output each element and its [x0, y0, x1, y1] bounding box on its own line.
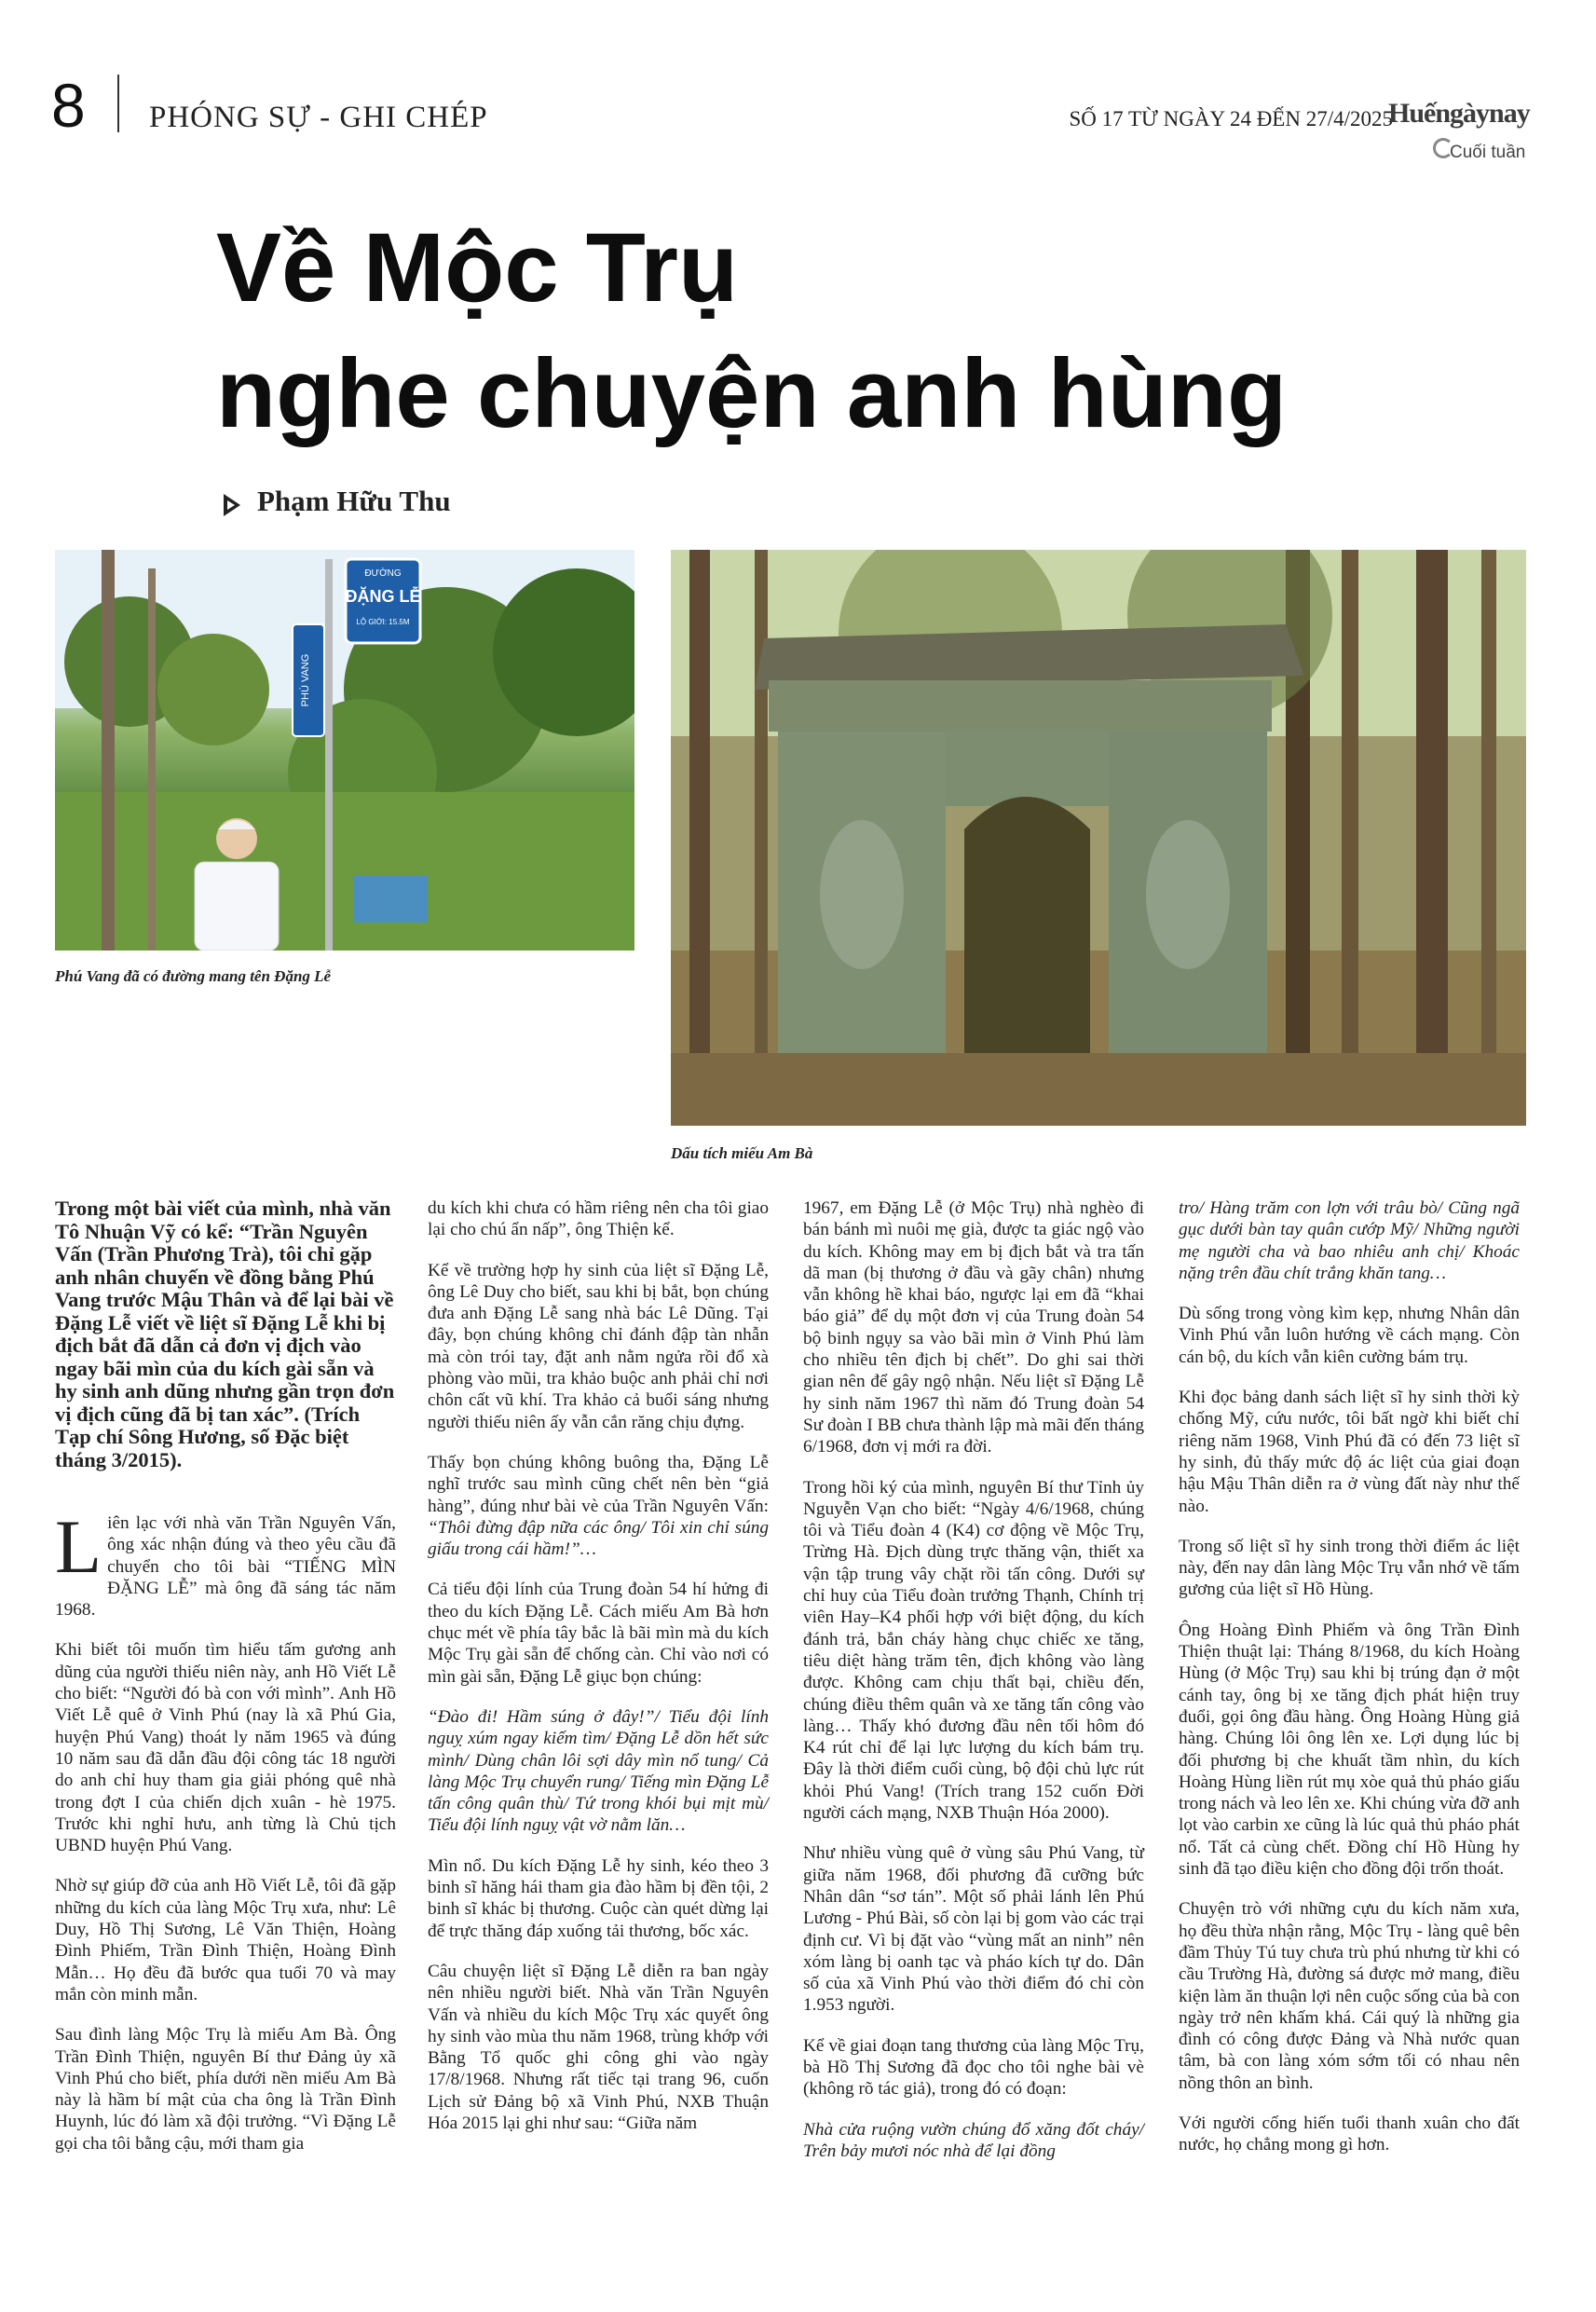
header-divider: [117, 75, 119, 132]
page-number: 8: [51, 71, 86, 140]
article-column-4: [1179, 1197, 1520, 2175]
publication-logo-sub: Cuối tuần: [1450, 143, 1526, 162]
paragraph: Dù sống trong vòng kìm kẹp, nhưng Nhân dân Vinh Phú vẫn luôn hướng về cách mạng. Còn cán bộ, du kích vẫn kiên cường bám trụ.: [1179, 1304, 1520, 1367]
paragraph: 1967, em Đặng Lễ (ở Mộc Trụ) nhà nghèo đi bán bánh mì nuôi mẹ già, được ta giác ngộ vào du kích. Không may em bị địch bắt và tra tấn dã man (bị thương ở đầu và gãy chân) nhưng vẫn không hề khai báo, ngược lại em đã “khai báo giả” để dụ một đơn vị của Trung đoàn 54 bộ binh ngụy sa vào bãi mìn ở Vinh Phú làm cho nhiều tên địch bị chết”. Do ghi sai thời gian nên để gây ngộ nhận. Nếu liệt sĩ Đặng Lễ hy sinh năm 1967 thì năm đó Trung đoàn 54 Sư đoàn I BB chưa thành lập mà mãi đến tháng 6/1968, đơn vị mới ra đời.: [803, 1198, 1144, 1457]
quote-italic: “Thôi đừng đập nữa các ông/ Tôi xin chỉ súng giấu trong cái hầm!”…: [428, 1517, 769, 1560]
verse-quote: Nhà cửa ruộng vườn chúng đổ xăng đốt cháy/ Trên bảy mươi nóc nhà để lại đồng: [803, 2119, 1144, 2161]
caption-right-photo: Dấu tích miếu Am Bà: [671, 1144, 813, 1162]
paragraph: du kích khi chưa có hầm riêng nên cha tôi giao lại cho chú ẩn nấp”, ông Thiện kể.: [428, 1198, 769, 1240]
paragraph: Chuyện trò với những cựu du kích năm xưa, họ đều thừa nhận rằng, Mộc Trụ - làng quê bên đầm Thủy Tú tuy chưa trù phú nhưng từ khi có cầu Trường Hà, đường sá được mở mang, điều kiện làm ăn thuận lợi nên cuộc sống của bà con ngày trở nên khấm khá. Cái quý là những gia đình có công được Đảng và Nhà nước quan tâm, bà con làng xóm sớm tối có nhau nên nồng thôn an bình.: [1179, 1899, 1520, 2093]
article-title-line-1: Về Mộc Trụ: [216, 213, 739, 322]
paragraph: [55, 1504, 396, 1621]
street-sign-sub: LỘ GIỚI: 15.5M: [356, 618, 410, 626]
article-title-line-2: nghe chuyện anh hùng: [216, 339, 1288, 448]
paragraph: Trong số liệt sĩ hy sinh trong thời điểm ác liệt này, đến nay dân làng Mộc Trụ vẫn nhớ về tấm gương của liệt sĩ Hồ Hùng.: [1179, 1536, 1520, 1600]
paragraph: [428, 1452, 769, 1560]
paragraph: Sau đình làng Mộc Trụ là miếu Am Bà. Ông Trần Đình Thiện, nguyên Bí thư Đảng ủy xã Vinh Phú cho biết, phía dưới nền miếu Am Bà này là hầm bí mật của cha ông là Trần Đình Huynh, lúc đó làm xã đội trưởng. “Vì Đặng Lễ gọi cha tôi bằng cậu, mới tham gia: [55, 2025, 396, 2154]
article-column-2: [428, 1197, 769, 2153]
paragraph: Khi biết tôi muốn tìm hiểu tấm gương anh dũng của người thiếu niên này, anh Hồ Viết Lễ cho biết: “Người đó bà con với mình”. Anh Hồ Viết Lễ quê ở Vinh Phú (nay là xã Phú Gia, huyện Phú Vang) thoát ly năm 1965 và đúng 10 năm sau đã dẫn đầu đội công tác 18 người do anh chỉ huy tham gia giải phóng quê nhà trong đợt I của chiến dịch xuân - hè 1975. Trước khi nghỉ hưu, anh từng là Chủ tịch UBND huyện Phú Vang.: [55, 1640, 396, 1856]
paragraph: Kể về trường hợp hy sinh của liệt sĩ Đặng Lễ, ông Lê Duy cho biết, sau khi bị bắt, bọn chúng đưa anh Đặng Lễ sang nhà bác Lê Dũng. Tại đây, bọn chúng không chỉ đánh đập tàn nhẫn mà còn trói tay, đặt anh nằm ngửa rồi đổ xà phòng vào mũi, tra khảo buộc anh phải chỉ nơi chôn cất vũ khí. Tra khảo cả buổi sáng nhưng người thiếu niên ấy vẫn cắn răng chịu đựng.: [428, 1260, 769, 1432]
publication-logo: Huếngàynay: [1388, 98, 1530, 129]
article-lead: Trong một bài viết của mình, nhà văn Tô Nhuận Vỹ có kể: “Trần Nguyên Vấn (Trần Phương Trà), tôi chỉ gặp anh nhân chuyến về đồng bằng Phú Vang trước Mậu Thân và để lại bài về Đặng Lễ viết về liệt sĩ Đặng Lễ khi bị địch bắt đã dẫn cả đơn vị địch vào ngay bãi mìn của du kích gài sẵn và hy sinh anh dũng nhưng gần trọn đơn vị địch cũng đã bị tan xác”. (Trích Tạp chí Sông Hương, số Đặc biệt tháng 3/2015).: [55, 1197, 395, 1471]
paragraph: Như nhiều vùng quê ở vùng sâu Phú Vang, từ giữa năm 1968, đối phương đã cưỡng bức Nhân dân “sơ tán”. Một số phải lánh lên Phú Lương - Phú Bài, số còn lại bị gom vào các trại định cư. Vì bị đặt vào “vùng mất an ninh” nên xóm làng bị oanh tạc và pháo kích tự do. Dân số của xã Vinh Phú vào thời điểm đó chỉ còn 1.953 người.: [803, 1843, 1144, 2016]
paragraph: Mìn nổ. Du kích Đặng Lễ hy sinh, kéo theo 3 binh sĩ hăng hái tham gia đào hầm bị đền tội, 2 binh sĩ khác bị thương. Cuộc càn quét dừng lại để trực thăng đáp xuống tải thương, bốc xác.: [428, 1855, 769, 1941]
author-byline: Phạm Hữu Thu: [257, 485, 451, 517]
paragraph: Khi đọc bảng danh sách liệt sĩ hy sinh thời kỳ chống Mỹ, cứu nước, tôi bất ngờ khi biết chỉ riêng năm 1968, Vinh Phú đã có đến 73 liệt sĩ hy sinh, đủ thấy mức độ ác liệt của giai đoạn hậu Mậu Thân diễn ra ở vùng đất này như thế nào.: [1179, 1388, 1520, 1516]
side-street-sign: PHÚ VANG: [300, 653, 311, 707]
paragraph: Cả tiểu đội lính của Trung đoàn 54 hí hửng đi theo du kích Đặng Lễ. Cách miếu Am Bà hơn chục mét về phía tây bắc là bãi mìn mà du kích Mộc Trụ gài sẵn để chống càn. Chỉ vào nơi có mìn gài sẵn, Đặng Lễ giục bọn chúng:: [428, 1580, 769, 1687]
street-sign-name: ĐẶNG LỄ: [345, 587, 421, 606]
drop-cap: L: [55, 1504, 102, 1589]
byline-triangle-inner: [227, 500, 235, 510]
photo-street-sign: [55, 550, 634, 951]
street-sign-top: ĐƯỜNG: [364, 568, 402, 579]
issue-info: SỐ 17 TỪ NGÀY 24 ĐẾN 27/4/2025: [1069, 107, 1393, 130]
paragraph: Nhờ sự giúp đỡ của anh Hồ Viết Lễ, tôi đã gặp những du kích của làng Mộc Trụ xưa, như: Lê Duy, Hồ Thị Sương, Lê Văn Thiện, Hoàng Đình Phiếm, Trần Đình Thiện, Hoàng Đình Mẫn… Họ đều đã bước qua tuổi 70 và may mắn còn minh mẫn.: [55, 1876, 396, 2004]
paragraph: Câu chuyện liệt sĩ Đặng Lễ diễn ra ban ngày nên nhiều người biết. Nhà văn Trần Nguyên Vấn và nhiều du kích Mộc Trụ xác quyết ông hy sinh vào mùa thu năm 1968, trùng khớp với Bằng Tổ quốc ghi công ghi vào ngày 17/8/1968. Nhưng rất tiếc tại trang 96, cuốn Lịch sử Đảng bộ xã Vinh Phú, NXB Thuận Hóa 2015 lại ghi như sau: “Giữa năm: [428, 1961, 769, 2133]
paragraph: Trong hồi ký của mình, nguyên Bí thư Tỉnh ủy Nguyễn Vạn cho biết: “Ngày 4/6/1968, chúng tôi và Tiểu đoàn 4 (K4) cơ động về Mộc Trụ, Trừng Hà. Địch dùng trực thăng vận, thiết xa vận tập trung vây chặt rồi tấn công. Dưới sự chỉ huy của Tiểu đoàn trưởng Thạnh, Chính trị viên Hay–K4 phối hợp với biệt động, du kích đánh trả, bắn cháy hàng chục chiếc xe tăng, tiêu diệt hàng trăm tên, địch không vào làng được. Không cam chịu thất bại, chiều đến, chúng điều thêm quân và xe tăng tấn công vào làng… Thấy khó đương đầu nên tối hôm đó K4 rút chỉ để lại lực lượng du kích bám trụ. Đây là thời điểm cuối cùng, bộ đội chủ lực rút khỏi Phú Vang! (Trích trang 152 cuốn Đời người cách mạng, NXB Thuận Hóa 2000).: [803, 1477, 1144, 1824]
paragraph: Kể về giai đoạn tang thương của làng Mộc Trụ, bà Hồ Thị Sương đã đọc cho tôi nghe bài vè (không rõ tác giả), trong đó có đoạn:: [803, 2035, 1144, 2100]
section-label: PHÓNG SỰ - GHI CHÉP: [149, 101, 488, 134]
article-column-3: [803, 1197, 1144, 2181]
paragraph: Ông Hoàng Đình Phiếm và ông Trần Đình Thiện thuật lại: Tháng 8/1968, du kích Hoàng Hùng (ở Mộc Trụ) sau khi bị trúng đạn ở một cánh tay, ông bị xe tăng địch phát hiện truy đuổi, gọi ông đầu hàng. Ông Hoàng Hùng giả hàng. Chúng lôi ông lên xe. Lợi dụng lúc bị đối phương bị che khuất tầm nhìn, du kích Hoàng Hùng liền rút mụ xòe quả thủ pháo giấu trong nách và leo lên xe. Khi chúng vừa đỡ anh lọt vào carbin xe cũng là lúc quả thủ pháo phát nổ. Tất cả cùng chết. Đồng chí Hồ Hùng hy sinh đã tạo điều kiện cho đồng đội trốn thoát.: [1179, 1620, 1520, 1880]
article-column-1: [55, 1197, 396, 2173]
paragraph-text: iên lạc với nhà văn Trần Nguyên Vấn, ông xác nhận đúng và theo yêu cầu đã chuyển cho tôi bài “TIẾNG MÌN ĐẶNG LỄ” mà ông đã sáng tác năm 1968.: [55, 1513, 396, 1621]
photo-shrine-ruins: [671, 550, 1526, 1126]
photo-shrine-drawing: [671, 550, 1526, 1126]
paragraph: Với người cống hiến tuổi thanh xuân cho đất nước, họ chẳng mong gì hơn.: [1179, 2113, 1520, 2155]
verse-quote: tro/ Hàng trăm con lợn với trâu bò/ Cũng ngã gục dưới bàn tay quân cướp Mỹ/ Những người mẹ người cha và bao nhiêu anh chị/ Khoác nặng trên đầu chít trắng khăn tang…: [1179, 1198, 1520, 1283]
photo-street-sign-drawing: [55, 550, 634, 951]
paragraph-text: Thấy bọn chúng không buông tha, Đặng Lễ nghĩ trước sau mình cũng chết nên bèn “giả hàng”, đúng như bài vè của Trần Nguyên Vấn:: [428, 1452, 769, 1516]
caption-left-photo: Phú Vang đã có đường mang tên Đặng Lễ: [55, 967, 332, 985]
verse-quote: “Đào đi! Hầm súng ở đây!”/ Tiểu đội lính nguỵ xúm ngay kiếm tìm/ Đặng Lễ dồn hết sức mình/ Dùng chân lôi sợi dây mìn nổ tung/ Cả làng Mộc Trụ chuyển rung/ Tiếng mìn Đặng Lễ tấn công quân thù/ Tứ trong khói bụi mịt mù/ Tiểu đội lính nguỵ vật vờ nằm lăn…: [428, 1706, 769, 1836]
